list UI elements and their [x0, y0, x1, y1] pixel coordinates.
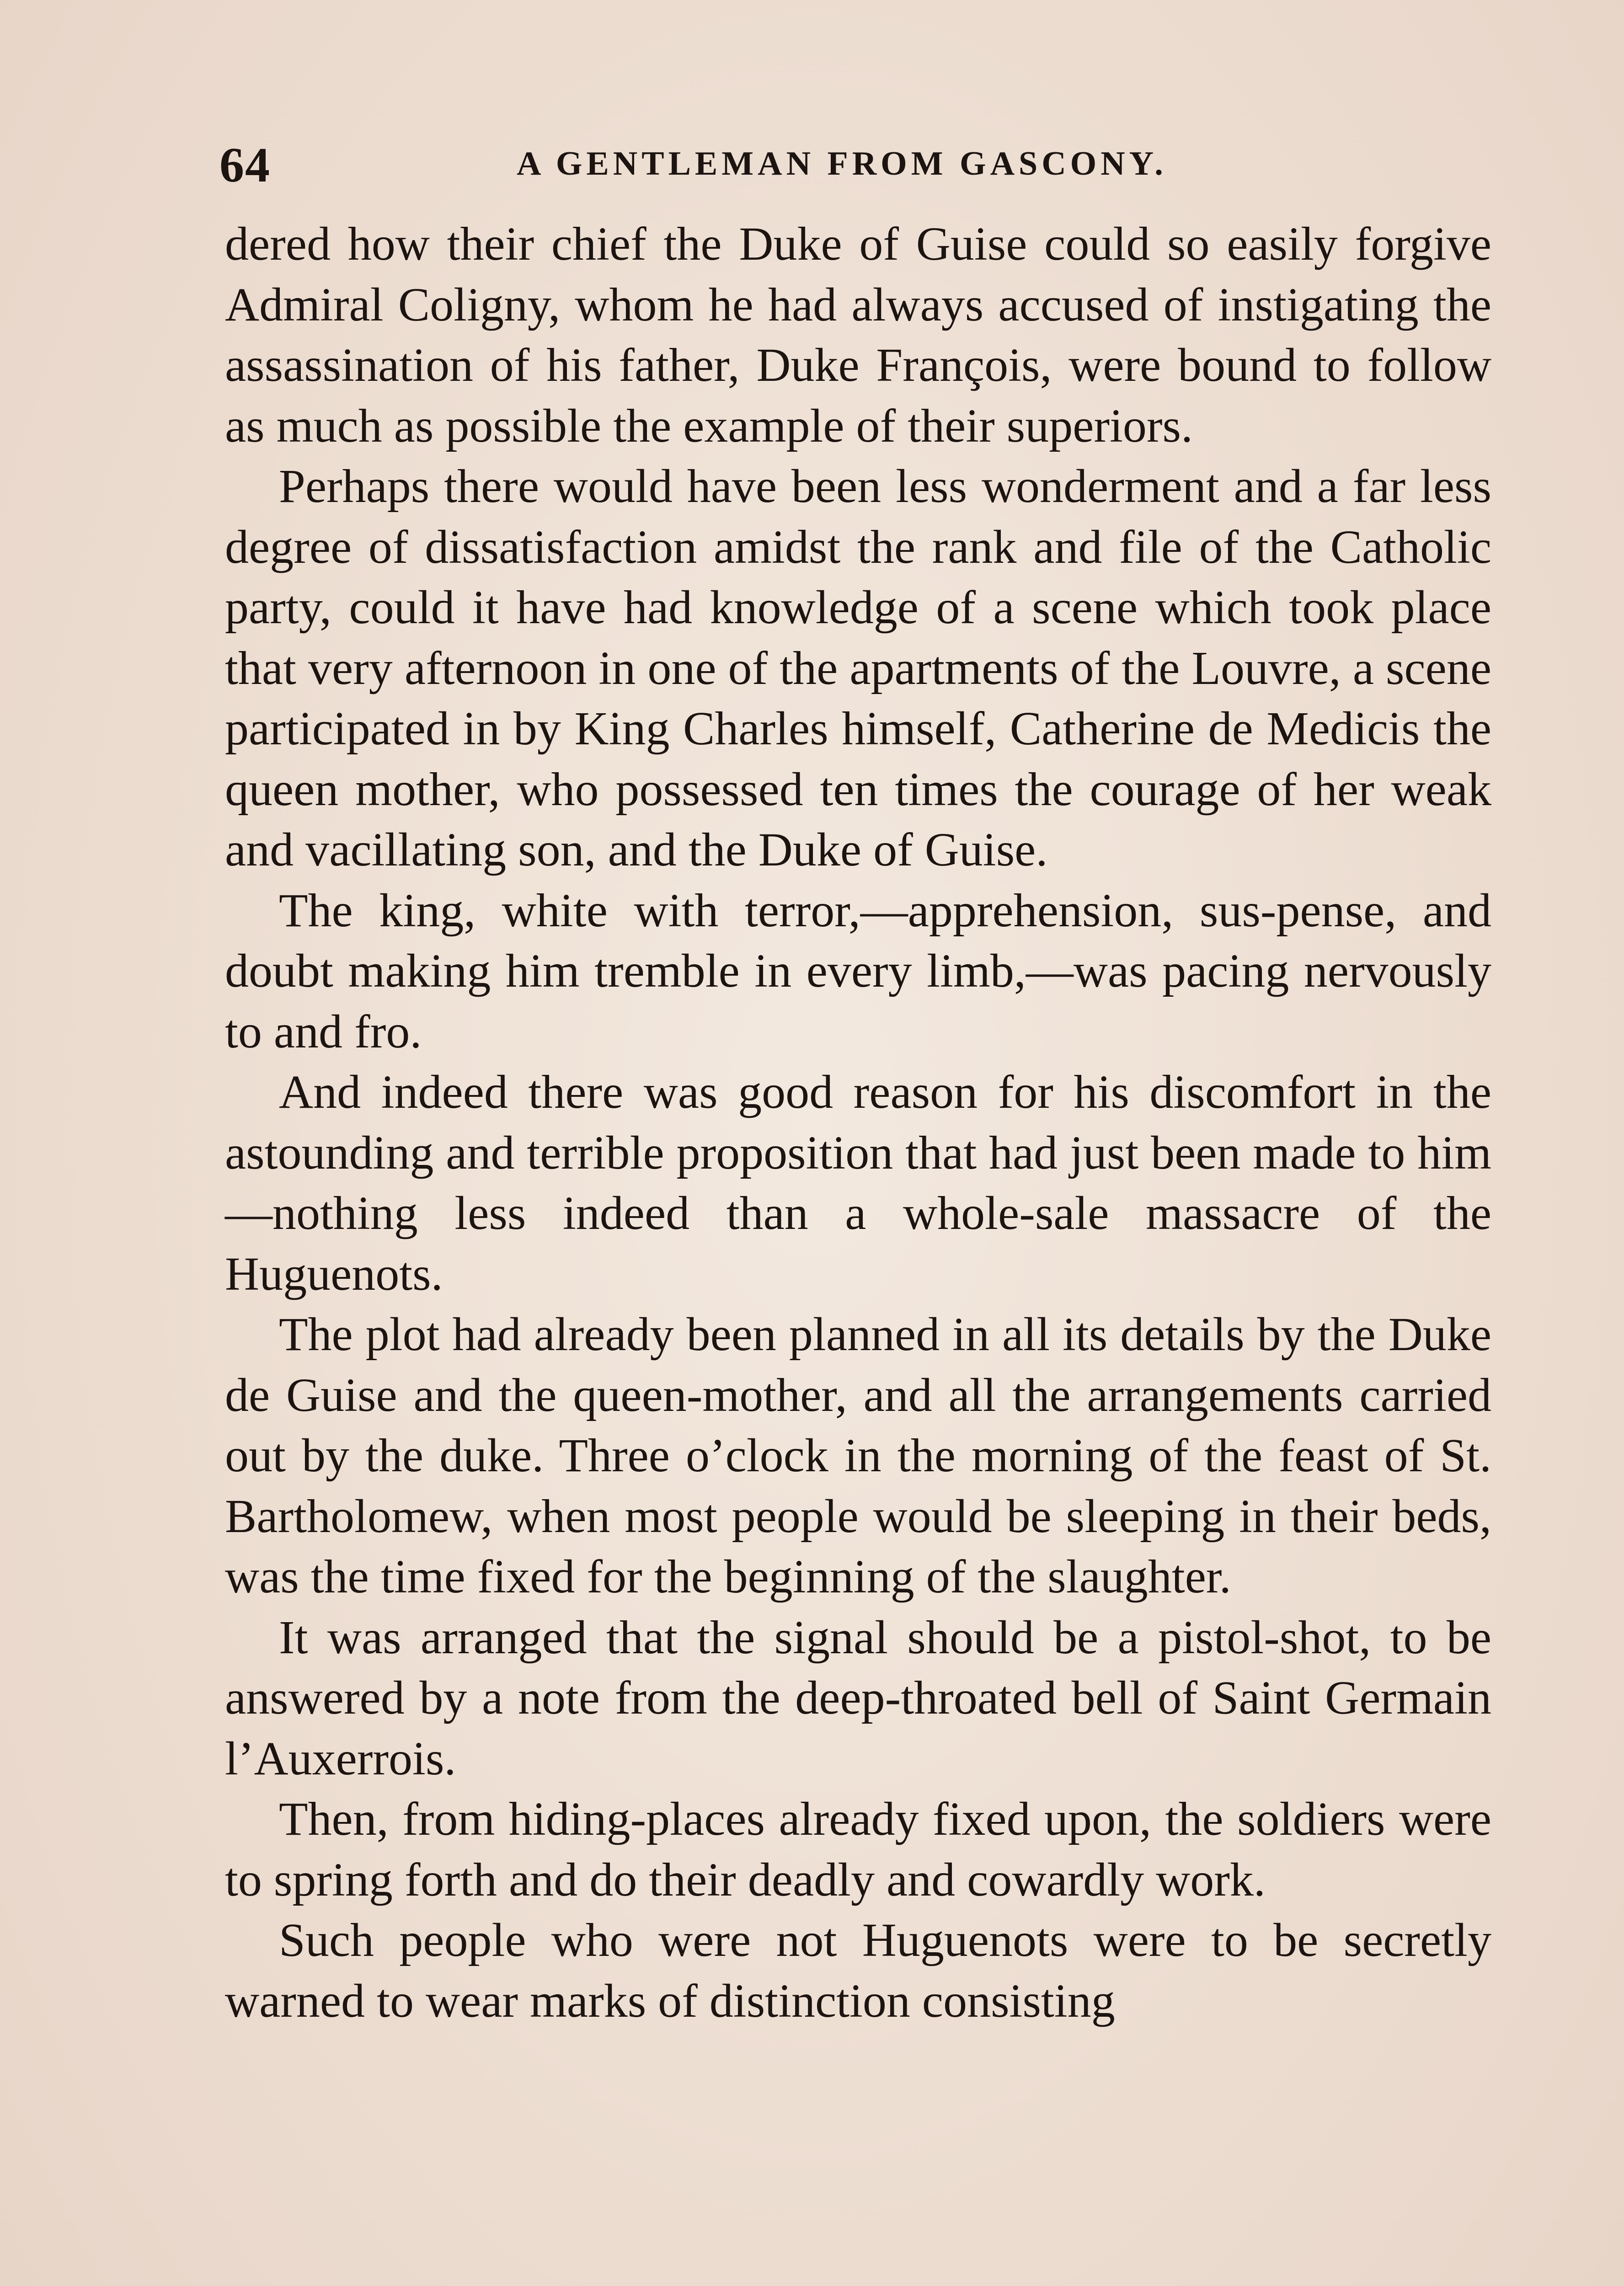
paragraph: The king, white with terror,—apprehension, sus-pense, and doubt making him tremble in every limb,—was pacing nervously to and fro. — [225, 884, 1491, 1058]
body-text — [225, 214, 1491, 2031]
paragraph: dered how their chief the Duke of Guise could so easily forgive Admiral Coligny, whom he had always accused of instigating the assassination of his father, Duke François, were bound to follow as much as possible the example of their superiors. — [225, 218, 1491, 452]
paragraph: The plot had already been planned in all its details by the Duke de Guise and the queen-mother, and all the arrangements carried out by the duke. Three o’clock in the morning of the feast of St. Bartholomew, when most people would be sleeping in their beds, was the time fixed for the beginning of the slaughter. — [225, 1308, 1491, 1603]
paragraph: It was arranged that the signal should be a pistol-shot, to be answered by a note from the deep-throated bell of Saint Germain l’Auxerrois. — [225, 1611, 1491, 1785]
page-header — [219, 133, 1490, 197]
page-number: 64 — [219, 138, 271, 192]
running-head: A GENTLEMAN FROM GASCONY. — [517, 145, 1167, 182]
paragraph: Perhaps there would have been less wonderment and a far less degree of dissatisfaction amidst the rank and file of the Catholic party, could it have had knowledge of a scene which took place that very afternoon in one of the apartments of the Louvre, a scene participated in by King Charles himself, Catherine de Medicis the queen mother, who possessed ten times the courage of her weak and vacillating son, and the Duke of Guise. — [225, 460, 1491, 876]
paragraph: Then, from hiding-places already fixed upon, the soldiers were to spring forth and do their deadly and cowardly work. — [225, 1793, 1491, 1906]
paragraph: Such people who were not Huguenots were to be secretly warned to wear marks of distinction consisting — [225, 1914, 1491, 2027]
paragraph: And indeed there was good reason for his discomfort in the astounding and terrible proposition that had just been made to him—nothing less indeed than a whole-sale massacre of the Huguenots. — [225, 1066, 1491, 1300]
